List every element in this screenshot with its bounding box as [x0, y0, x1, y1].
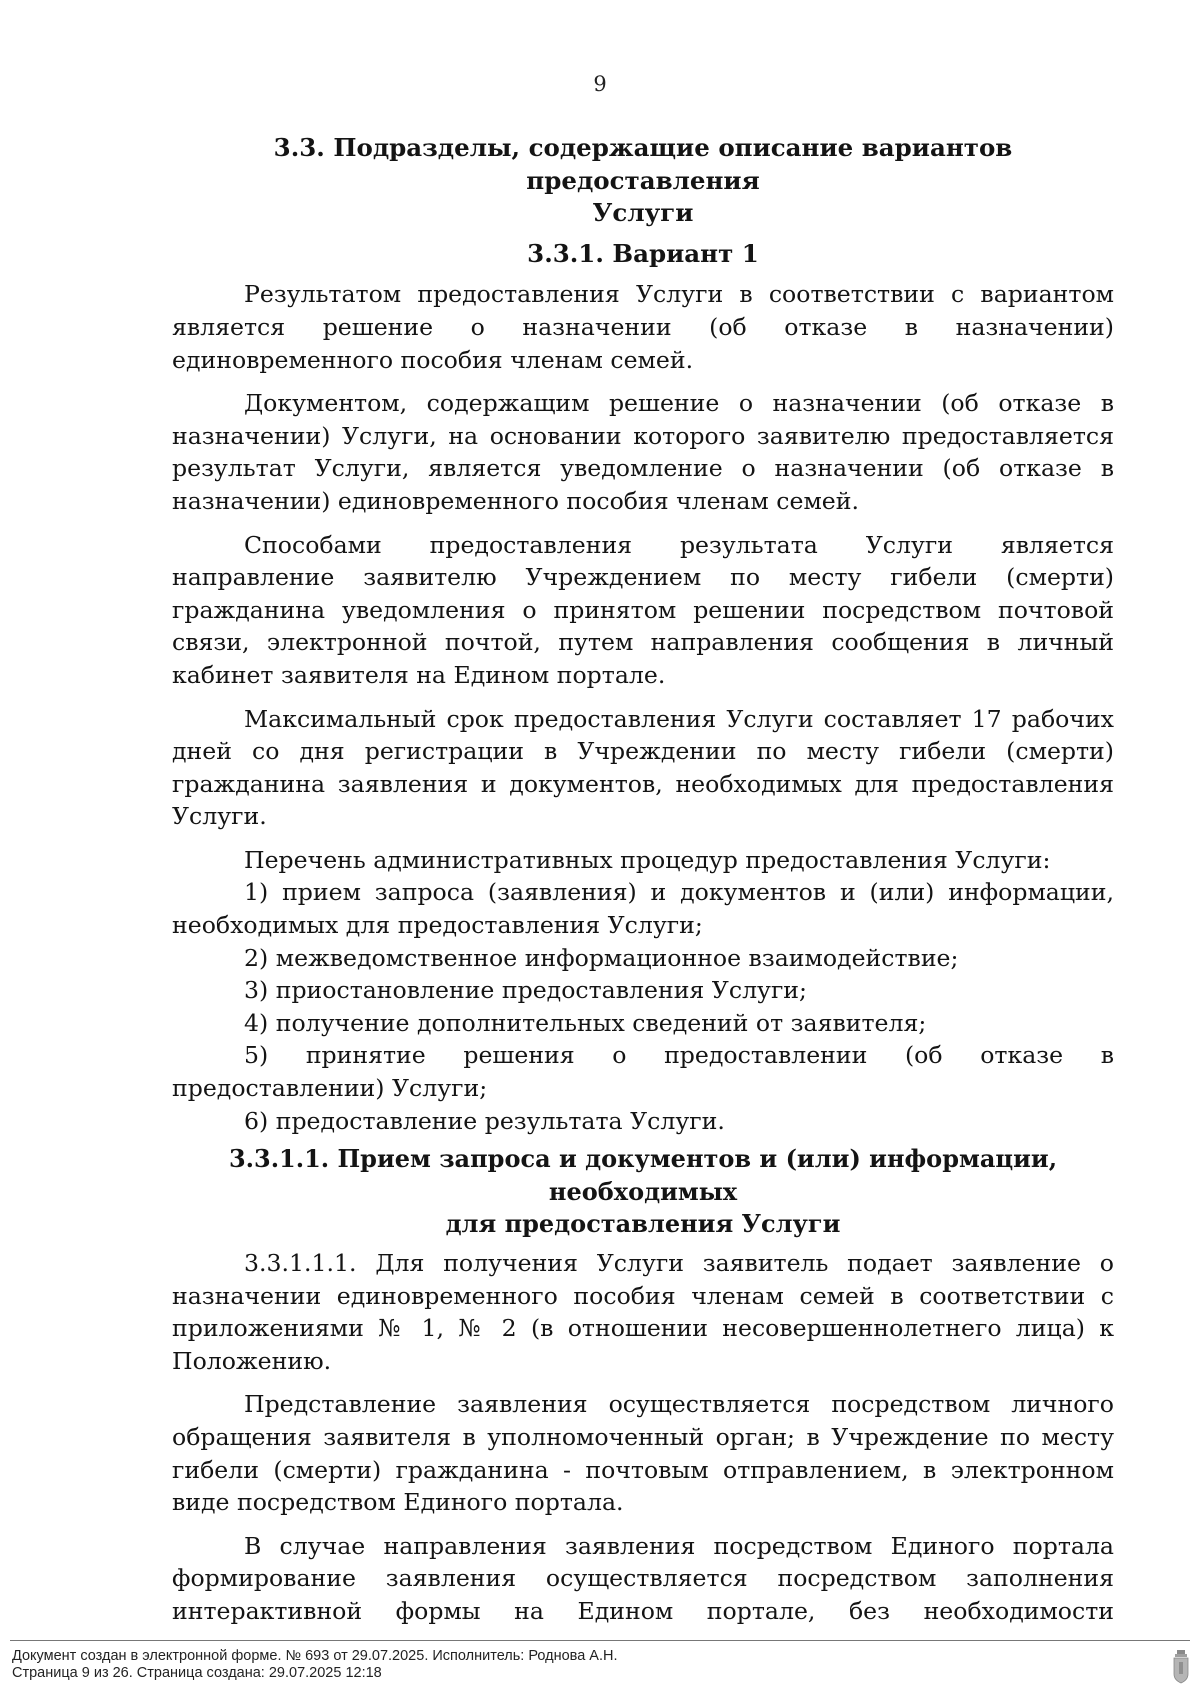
- paragraph-document: Документом, содержащим решение о назначении (об отказе в назначении) Услуги, на основании которого заявителю предоставляется результат Услуги, является уведомление о назначении (об отказе в назначении) единовременного пособия членам семей.: [172, 389, 1114, 515]
- page-number: 9: [593, 72, 607, 96]
- footer-divider: [10, 1640, 1190, 1641]
- document-body: [172, 132, 1114, 1628]
- procedure-item-4: 4) получение дополнительных сведений от заявителя;: [244, 1008, 927, 1037]
- procedure-item-3: 3) приостановление предоставления Услуги;: [244, 976, 807, 1005]
- paragraph-application: 3.3.1.1.1. Для получения Услуги заявитель подает заявление о назначении единовременного пособия членам семей в соответствии с приложениями № 1, № 2 (в отношении несовершеннолетнего лица) к Положению.: [172, 1249, 1114, 1375]
- procedure-item-1: 1) прием запроса (заявления) и документов и (или) информации, необходимых для предоставления Услуги;: [172, 878, 1114, 940]
- procedure-item-2: 2) межведомственное информационное взаимодействие;: [244, 943, 959, 972]
- section-heading-3-3-line2: Услуги: [592, 198, 694, 228]
- procedures-list: [172, 844, 1114, 1137]
- coat-of-arms-icon: [1172, 1650, 1190, 1684]
- footer-line-2: Страница 9 из 26. Страница создана: 29.07.2025 12:18: [12, 1665, 382, 1681]
- footer-line-1: Документ создан в электронной форме. № 693 от 29.07.2025. Исполнитель: Роднова А.Н.: [12, 1648, 618, 1664]
- paragraph-portal: В случае направления заявления посредством Единого портала формирование заявления осуществляется посредством заполнения интерактивной формы на Едином портале, без необходимости: [172, 1531, 1114, 1625]
- section-heading-3-3-line1: 3.3. Подразделы, содержащие описание вариантов предоставления: [273, 133, 1013, 195]
- procedure-item-5: 5) принятие решения о предоставлении (об отказе в предоставлении) Услуги;: [172, 1041, 1114, 1103]
- subsection-heading-3-3-1-1: [158, 1143, 1128, 1241]
- procedure-item-6: 6) предоставление результата Услуги.: [244, 1106, 725, 1135]
- section-heading-3-3: [172, 132, 1114, 230]
- subsection-heading-3-3-1-1-line2: для предоставления Услуги: [445, 1209, 841, 1239]
- paragraph-delivery-methods: Способами предоставления результата Услуги является направление заявителю Учреждением по месту гибели (смерти) гражданина уведомления о принятом решении посредством почтовой связи, электронной почтой, путем направления сообщения в личный кабинет заявителя на Едином портале.: [172, 530, 1114, 689]
- document-footer: [12, 1648, 1112, 1682]
- procedures-intro: Перечень административных процедур предоставления Услуги:: [244, 845, 1051, 874]
- paragraph-result: Результатом предоставления Услуги в соответствии с вариантом является решение о назначении (об отказе в назначении) единовременного пособия членам семей.: [172, 280, 1114, 374]
- subsection-heading-3-3-1-1-line1: 3.3.1.1. Прием запроса и документов и (или) информации, необходимых: [228, 1144, 1058, 1206]
- subsection-heading-variant-1: 3.3.1. Вариант 1: [527, 238, 759, 268]
- paragraph-submission: Представление заявления осуществляется посредством личного обращения заявителя в уполномоченный орган; в Учреждение по месту гибели (смерти) гражданина - почтовым отправлением, в электронном виде посредством Единого портала.: [172, 1390, 1114, 1517]
- paragraph-max-term: Максимальный срок предоставления Услуги составляет 17 рабочих дней со дня регистрации в Учреждении по месту гибели (смерти) гражданина заявления и документов, необходимых для предоставления Услуги.: [172, 704, 1114, 831]
